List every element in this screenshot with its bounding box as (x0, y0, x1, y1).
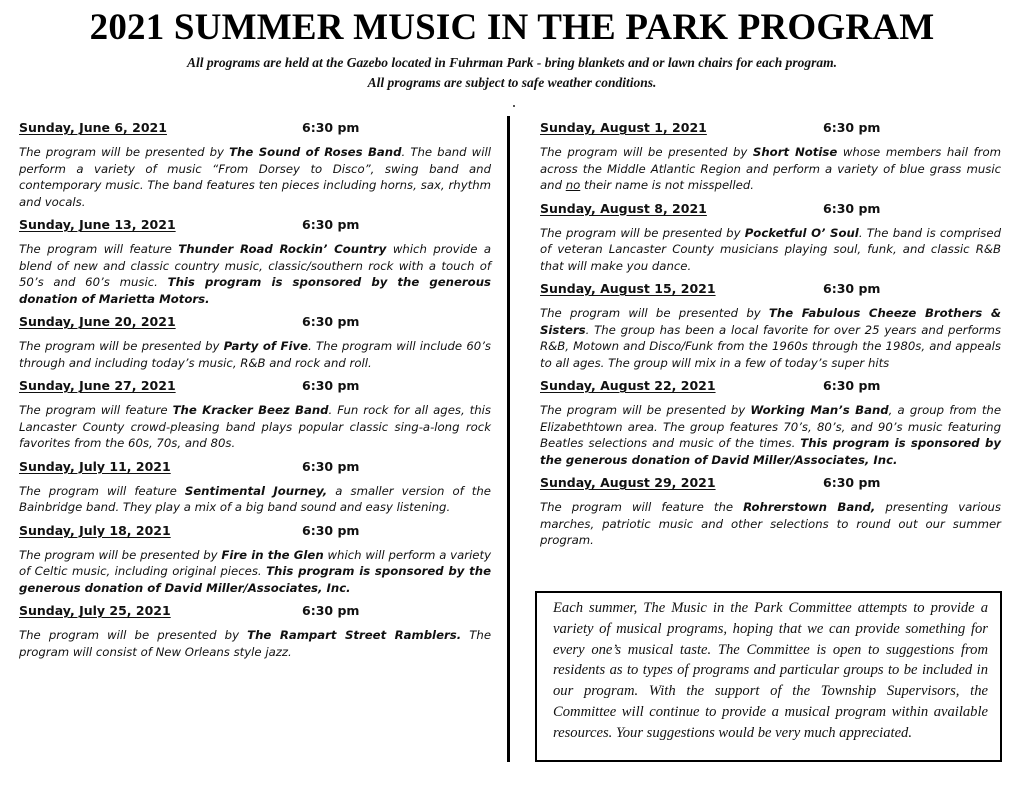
description-bold-text: The Kracker Beez Band (172, 403, 329, 417)
event-description (19, 402, 491, 452)
description-bold-text: Short Notise (752, 145, 838, 159)
event-heading (19, 119, 491, 137)
description-text: The program will be presented by (540, 306, 769, 320)
description-bold-text: This program is sponsored by the generous donation of Marietta Motors. (19, 275, 491, 306)
event-date: Sunday, June 27, 2021 (19, 378, 176, 393)
event-entry (540, 119, 1001, 194)
description-text: no (565, 178, 581, 192)
description-bold-text: Sentimental Journey, (184, 483, 328, 498)
event-heading (19, 522, 491, 540)
event-description (19, 483, 491, 516)
event-entry (19, 216, 491, 307)
event-description (19, 144, 491, 210)
description-text: The program will be presented by (19, 547, 222, 562)
event-description (540, 144, 1001, 194)
description-text: The program will consist of New Orleans style jazz. (19, 628, 492, 659)
event-time: 6:30 pm (302, 603, 360, 618)
event-entry (19, 313, 491, 371)
description-text: presenting various marches, patriotic music and other selections to round out our summer program. (540, 500, 1001, 547)
event-date: Sunday, June 13, 2021 (19, 217, 176, 232)
event-time: 6:30 pm (302, 522, 360, 538)
event-time: 6:30 pm (302, 314, 360, 329)
event-heading (540, 377, 1001, 395)
event-description (540, 402, 1001, 468)
event-description (540, 305, 1001, 371)
event-heading (19, 602, 491, 620)
description-bold-text: Working Man’s Band (750, 403, 889, 417)
event-date: Sunday, August 1, 2021 (540, 120, 707, 135)
description-bold-text: Thunder Road Rockin’ Country (178, 242, 387, 256)
column-divider (507, 116, 510, 762)
event-entry (540, 377, 1001, 468)
event-heading (19, 377, 491, 395)
description-text: The program will feature the (540, 500, 744, 514)
event-date: Sunday, July 11, 2021 (19, 458, 171, 474)
description-text: The program will be presented by (540, 403, 751, 417)
event-date: Sunday, August 15, 2021 (540, 281, 716, 296)
event-time: 6:30 pm (823, 378, 881, 393)
description-text: The program will be presented by (19, 339, 224, 353)
event-entry (19, 377, 491, 452)
description-bold-text: This program is sponsored by the generous donation of David Miller/Associates, Inc. (19, 564, 492, 595)
committee-note-box: Each summer, The Music in the Park Committee attempts to provide a variety of musical programs, hoping that we can provide something for every one’s musical taste. The Committee is open to suggestions from residents as to types of programs and particular groups to be included in our program. With the support of the Township Supervisors, the Committee will continue to provide a musical program within available resources. Your suggestions would be very much appreciated. (535, 591, 1002, 762)
description-bold-text: This program is sponsored by the generous donation of David Miller/Associates, Inc. (540, 436, 1001, 467)
event-heading (540, 474, 1001, 492)
description-bold-text: Fire in the Glen (221, 547, 324, 562)
description-text: The program will feature (19, 483, 185, 498)
event-entry (19, 522, 491, 597)
event-description (19, 627, 491, 660)
event-date: Sunday, June 20, 2021 (19, 314, 176, 329)
event-time: 6:30 pm (302, 378, 360, 393)
description-text: . The program will include 60’s through and including today’s music, R&B and rock and roll. (19, 339, 492, 370)
event-entry (540, 280, 1001, 371)
description-text: . The band will perform a variety of music “From Dorsey to Disco”, swing band and contemporary music. The band features ten pieces including horns, sax, rhythm and vocals. (19, 145, 491, 209)
event-description (540, 499, 1001, 549)
description-text: . The group has been a local favorite for over 25 years and performs R&B, Motown and Disco/Funk from the 1960s through the 1980s, and appeals to all ages. The group will mix in a few of today’s super hits (540, 322, 1001, 370)
subtitle-line-2: All programs are subject to safe weather conditions. (367, 75, 657, 90)
description-bold-text: Party of Five (223, 339, 309, 353)
event-description (19, 547, 491, 597)
event-time: 6:30 pm (823, 120, 881, 135)
right-column (540, 119, 1001, 555)
description-text: The program will be presented by (19, 145, 230, 159)
event-heading (540, 280, 1001, 298)
description-text: , a group from the Elizabethtown area. The group features 70’s, 80’s, and 90’s music featuring Beatles selections and music of the times. (540, 403, 1002, 450)
event-entry (540, 474, 1001, 549)
description-text: The program will feature (19, 403, 173, 417)
event-description (540, 225, 1001, 275)
description-bold-text: The Fabulous Cheeze Brothers & Sisters (540, 306, 1002, 337)
description-text: The program will feature (19, 242, 179, 256)
event-time: 6:30 pm (302, 120, 360, 135)
event-entry (19, 119, 491, 210)
event-date: Sunday, June 6, 2021 (19, 120, 167, 135)
description-text: The program will be presented by (540, 145, 753, 159)
event-heading (19, 458, 491, 476)
stray-dot (513, 105, 515, 107)
event-heading (540, 119, 1001, 137)
event-date: Sunday, July 18, 2021 (19, 522, 171, 538)
event-date: Sunday, July 25, 2021 (19, 603, 171, 618)
description-text: their name is not misspelled. (580, 178, 754, 192)
subtitle-line-1: All programs are held at the Gazebo located in Fuhrman Park - bring blankets and or lawn chairs for each program. (187, 55, 837, 70)
event-date: Sunday, August 22, 2021 (540, 378, 716, 393)
event-time: 6:30 pm (302, 458, 360, 474)
left-column (19, 119, 491, 666)
description-bold-text: Rohrerstown Band, (743, 500, 876, 514)
page-title: 2021 SUMMER MUSIC IN THE PARK PROGRAM (89, 7, 935, 48)
event-time: 6:30 pm (823, 200, 881, 216)
description-text: . Fun rock for all ages, this Lancaster County crowd-pleasing band plays popular classic sing-a-long rock favorites from the 60s, 70s, and 80s. (19, 403, 492, 450)
event-time: 6:30 pm (823, 281, 881, 296)
event-entry (19, 602, 491, 660)
event-heading (540, 200, 1001, 218)
description-text: . The band is comprised of veteran Lancaster County musicians playing soul, funk, and classic R&B that will make you dance. (540, 225, 1001, 273)
event-heading (19, 313, 491, 331)
event-description (19, 338, 491, 371)
event-date: Sunday, August 29, 2021 (540, 475, 716, 490)
description-text: which will perform a variety of Celtic music, including original pieces. (19, 547, 492, 578)
description-text: a smaller version of the Bainbridge band. They play a mix of a big band sound and easy listening. (19, 483, 491, 514)
event-time: 6:30 pm (302, 217, 360, 232)
description-bold-text: Pocketful O’ Soul (744, 225, 859, 240)
event-entry (19, 458, 491, 516)
event-description (19, 241, 491, 307)
description-text: The program will be presented by (540, 225, 745, 240)
description-bold-text: The Sound of Roses Band (229, 145, 402, 159)
event-time: 6:30 pm (823, 475, 881, 490)
description-text: which provide a blend of new and classic country music, classic/southern rock with a touch of 50’s and 60’s music. (19, 242, 491, 289)
description-bold-text: The Rampart Street Ramblers. (247, 628, 462, 642)
description-text: The program will be presented by (19, 628, 248, 642)
description-text: whose members hail from across the Middle Atlantic Region and perform a variety of blue grass music and (540, 145, 1001, 192)
event-heading (19, 216, 491, 234)
event-entry (540, 200, 1001, 275)
event-date: Sunday, August 8, 2021 (540, 200, 707, 216)
